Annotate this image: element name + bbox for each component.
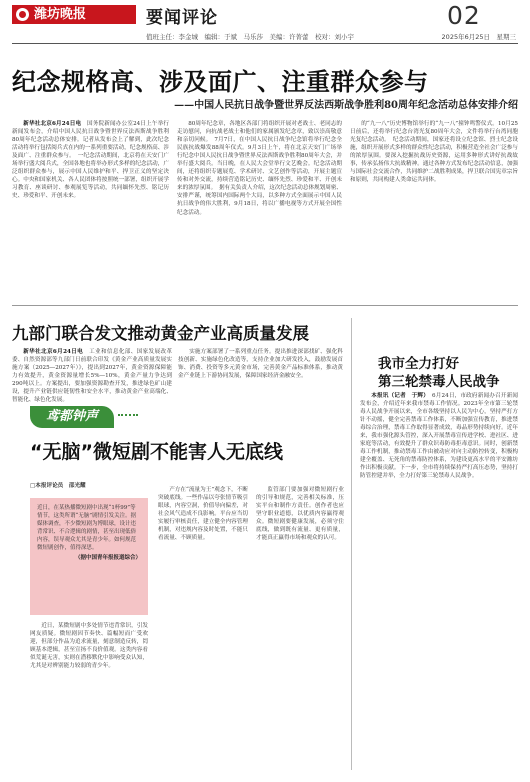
editor-credits: 值班主任：李金城 编辑：于斌 马乐莎 美编：许菁蕾 校对：刘小宇	[146, 33, 354, 41]
article2-headline: 九部门联合发文推动黄金产业高质量发展	[12, 324, 309, 343]
column-col1	[30, 622, 148, 772]
column-col3	[256, 486, 344, 772]
article2-byline: 新华社北京6月24日电	[23, 349, 84, 355]
column-tag	[30, 406, 140, 428]
logo-text: 潍坊晚报	[34, 7, 87, 22]
quote-text: 近日，在某热播微短剧中出现“1杯99”等情节，这类所谓“无脑”剧情引发关注。据媒体调查，不少微短剧为博眼球，设计违背常识、不合逻辑的剧情，甚至出现低俗内容，误导观众尤其是青少年。如何规范微短剧创作，值得深思。	[37, 505, 137, 551]
column-col2	[158, 486, 248, 772]
article2-text-col1: 工业和信息化部、国家发展改革委、自然资源部等九部门日前联合印发《黄金产业高质量发展实施方案（2025—2027年）》，提出到2027年，黄金资源保障能力有效提升，黄金资源量增长5%—10%，黄金产量力争达到290吨以上。方案提出，要加强资源勘查开发，推进绿色矿山建设，提升产业链供应链韧性和安全水平，推动黄金产业高端化、智能化、绿色化发展。	[12, 349, 172, 404]
column-text-col2: 产方在“流量为王”观念下，不断突破底线。一些作品以夸张情节吸引眼球，内容空洞，价值导向偏差，对社会风气造成不良影响。平台应当切实履行审核责任，建立健全内容管理机制，对违规内容及时处置，不能只看流量、不顾质量。	[158, 487, 248, 542]
section-title: 要闻评论	[146, 8, 218, 28]
article3-headline-line1: 我市全力打好	[378, 356, 459, 372]
article3-body	[360, 392, 518, 772]
article3-text: 6月24日，市政府新闻办召开新闻发布会，介绍近年来我市禁毒工作情况。2023年全市第三轮禁毒人民战争开展以来，全市各级坚持以人民为中心，坚持严打方针不动摇，健全完善禁毒工作体系，不断加强宣传教育，推进禁毒综合治理，禁毒工作取得显著成效，毒品形势持续向好。近年来，我市强化源头管控，深入开展禁毒宣传进学校、进社区、进家庭等活动，有效提升了群众识毒防毒拒毒意识。同时，创新禁毒工作机制，推动禁毒工作由被动应对向主动防控转变，积极构建全覆盖、无死角的禁毒防控体系，为建设更高水平的平安潍坊作出积极贡献。下一步，全市将持续保持严打高压态势，坚持打防管控建并举，全力打好第三轮禁毒人民战争。	[360, 393, 518, 480]
lead-subheadline: ——中国人民抗日战争暨世界反法西斯战争胜利80周年纪念活动总体安排介绍	[174, 100, 518, 111]
logo-emblem-icon	[16, 8, 29, 21]
lead-text-col3: 的“九一八”历史博物馆举行的“九一八”撞钟鸣警仪式。10月25日前后，还将举行纪念台湾光复80周年大会，文件将举行台湾同胞光复纪念活动。 纪念活动期间，国家还将设立纪念馆、烈士纪念设施，组织开展形式多样的群众性纪念活动，积极营造全社会广泛参与的浓厚氛围。要深入挖掘抗战历史资源，运用多种形式讲好抗战故事，传承弘扬伟大抗战精神。通过各种方式发布纪念活动信息，加强与国际社会交流合作，共同维护二战胜利成果，捍卫联合国宪章宗旨和原则，共同构建人类命运共同体。	[350, 121, 518, 184]
article3-byline: 本报讯（记者 于辉）	[371, 393, 427, 399]
column-headline: “无脑”微短剧不能害人无底线	[30, 441, 283, 463]
newspaper-logo[interactable]	[12, 5, 136, 24]
lead-article-col1	[12, 120, 169, 296]
lead-article-col3	[350, 120, 518, 296]
tag-dots-decoration	[118, 414, 138, 420]
quote-box	[30, 498, 148, 615]
lead-text-col1: 国务院新闻办公室24日上午举行新闻发布会，介绍中国人民抗日战争暨世界反法西斯战争胜利80周年纪念活动总体安排。记者从发布会上了解到，此次纪念活动将举行包括阅兵式在内的一系列重要活动，纪念规格高、涉及面广、注重群众参与。 一纪念活动期间，北京将在天安门广场举行盛大阅兵式，全国各地也将举办形式多样的纪念活动，广泛组织群众参与，展示中国人民维护和平、捍卫正义的坚定决心。中央和国家机关、各人民团体将按照统一部署，组织开展学习教育、座谈研讨、参观展览等活动，共同缅怀先烈、铭记历史、珍爱和平、开创未来。	[12, 121, 169, 200]
header-divider	[12, 43, 518, 44]
lead-byline: 新华社北京6月24日电	[23, 121, 82, 127]
article2-col2	[178, 348, 343, 400]
lead-text-col2: 80周年纪念章，各地区各部门将组织开展对老战士、老同志的走访慰问，向抗战老战士和他们的家属颁发纪念章，致以崇高敬意和亲切问候。 7月7日，在中国人民抗日战争纪念馆将举行纪念全民族抗战爆发88周年仪式。9月3日上午，将在北京天安门广场举行纪念中国人民抗日战争暨世界反法西斯战争胜利80周年大会，并举行盛大阅兵。当日晚，在人民大会堂举行文艺晚会。纪念活动期间，还将组织专题展览、学术研讨、文艺创作等活动，开展主题宣传和对外交流，持续营造铭记历史、缅怀先烈、珍爱和平、开创未来的浓厚氛围。 据有关负责人介绍，这次纪念活动总体规划周密、安排严谨，统筹国内国际两个大局，以多种方式全面展示中国人民抗日战争的伟大胜利，9月18日，将以广播电视等方式开展全国性纪念活动。	[177, 121, 343, 216]
page-number: 02	[447, 1, 481, 30]
issue-date: 2025年6月25日 星期三	[441, 33, 516, 41]
masthead	[0, 0, 530, 30]
article2-text-col2: 实施方案部署了一系列重点任务。提出推进深部找矿、强化科技创新、实施绿色化改造等，支持企业加大研发投入，鼓励发展首饰、消费、投资等多元黄金市场，完善黄金产品标准体系，推动黄金产业链上下游协同发展，保障国家经济金融安全。	[178, 349, 343, 380]
lead-article-col2	[177, 120, 342, 296]
article3-headline-line2: 第三轮禁毒人民战争	[378, 374, 500, 390]
column-text-col3: 监管部门要加强对微短剧行业的引导和规范，完善相关标准，压实平台和制作方责任。创作者也应坚守职业道德，以优质内容赢得观众。微短剧要健康发展，必须守住底线，做到既有流量、更有质量，才能真正赢得市场和观众的认可。	[256, 487, 344, 542]
quote-source: （据中国青年报报道综合）	[74, 555, 141, 561]
column-tag-label: 鸢都钟声	[30, 406, 114, 428]
column-author: □本报评论员 邵光耀	[30, 483, 86, 489]
lead-headline: 纪念规格高、涉及面广、注重群众参与	[12, 68, 429, 96]
article2-col1	[12, 348, 172, 404]
section-divider	[12, 305, 518, 306]
column-text-col1: 近日，某微短剧中多处情节违背常识，引发网友质疑。微短剧因节奏快、篇幅短而广受欢迎，但部分作品为追求流量，刻意制造反转，罔顾基本逻辑，甚至宣扬不良价值观。这类内容看似荒诞无害，实则在潜移默化中影响受众认知，尤其是对辨别能力较弱的青少年。	[30, 623, 148, 670]
column-divider	[351, 318, 352, 770]
